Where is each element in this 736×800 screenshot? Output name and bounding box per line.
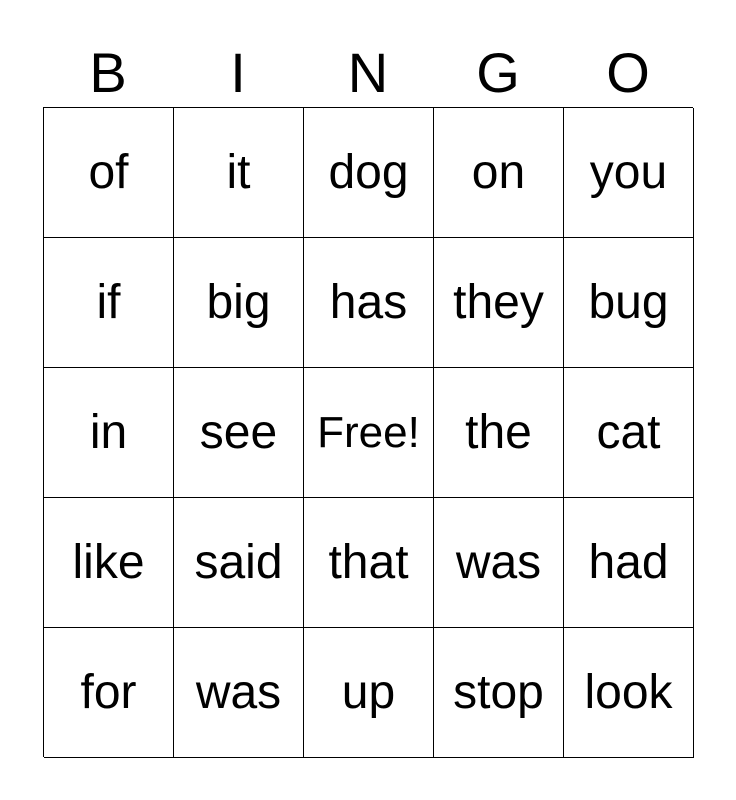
- bingo-cell: stop: [434, 628, 564, 758]
- bingo-cell: dog: [304, 108, 434, 238]
- bingo-cell: see: [174, 368, 304, 498]
- bingo-cell: bug: [564, 238, 694, 368]
- bingo-cell: look: [564, 628, 694, 758]
- bingo-cell: for: [44, 628, 174, 758]
- header-letter-o: O: [606, 41, 650, 104]
- bingo-cell: they: [434, 238, 564, 368]
- free-space-cell: Free!: [304, 368, 434, 498]
- bingo-cell: cat: [564, 368, 694, 498]
- bingo-cell: like: [44, 498, 174, 628]
- bingo-header: [43, 38, 693, 108]
- bingo-cell: it: [174, 108, 304, 238]
- header-letter-i: I: [230, 41, 246, 104]
- header-letter-b: B: [89, 41, 127, 104]
- bingo-cell: said: [174, 498, 304, 628]
- bingo-cell: on: [434, 108, 564, 238]
- bingo-cell: if: [44, 238, 174, 368]
- header-letter-g: G: [476, 41, 520, 104]
- bingo-card-grid: [43, 107, 693, 757]
- bingo-cell: the: [434, 368, 564, 498]
- bingo-cell: had: [564, 498, 694, 628]
- bingo-cell: was: [174, 628, 304, 758]
- bingo-cell: big: [174, 238, 304, 368]
- bingo-cell: you: [564, 108, 694, 238]
- bingo-cell: in: [44, 368, 174, 498]
- bingo-cell: has: [304, 238, 434, 368]
- header-letter-n: N: [347, 41, 389, 104]
- bingo-cell: up: [304, 628, 434, 758]
- bingo-cell: that: [304, 498, 434, 628]
- bingo-cell: of: [44, 108, 174, 238]
- bingo-cell: was: [434, 498, 564, 628]
